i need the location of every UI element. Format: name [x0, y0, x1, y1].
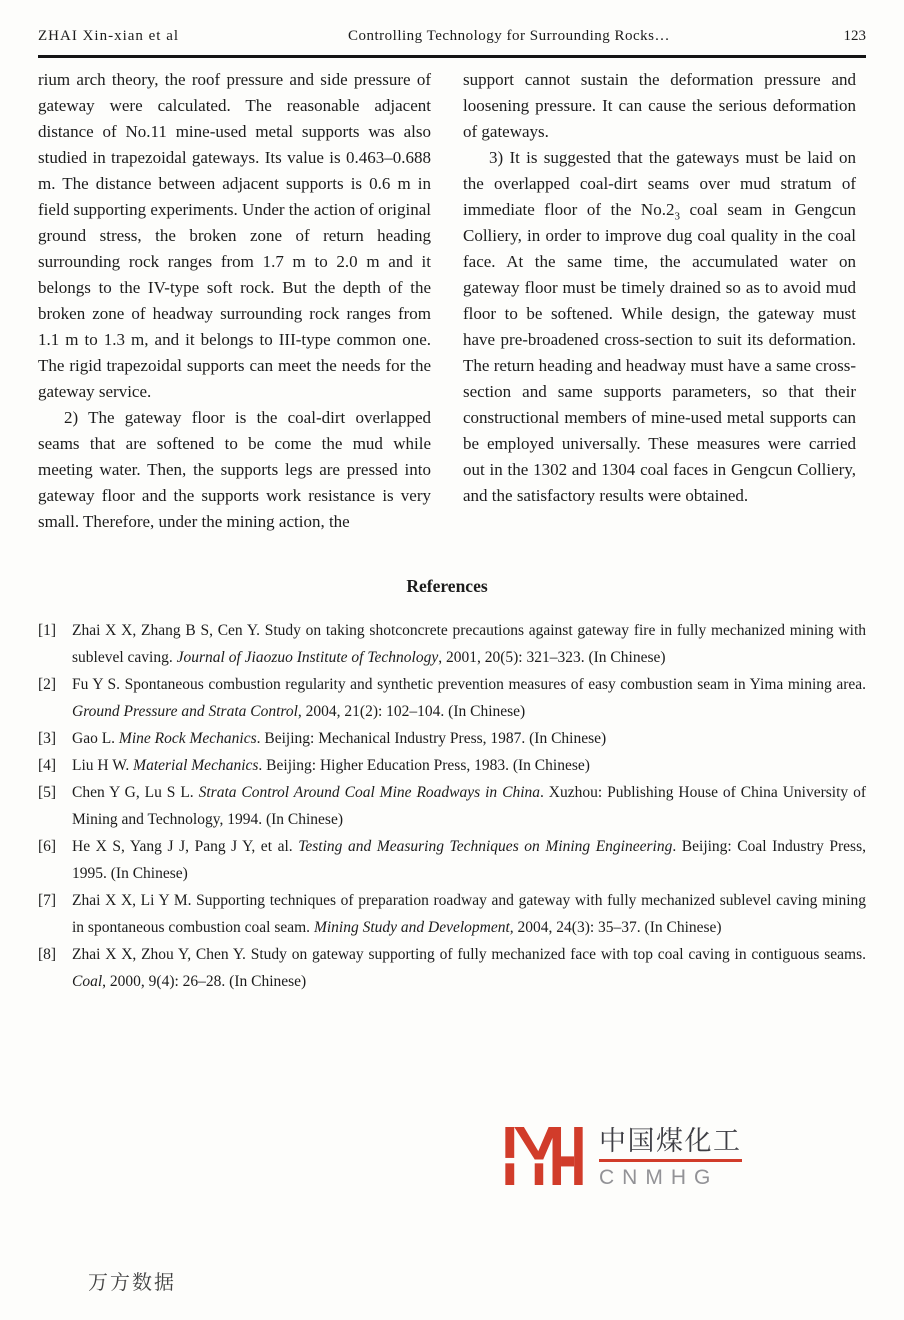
- paragraph: [463, 67, 856, 145]
- page-header: [38, 28, 866, 52]
- header-page-number: 123: [843, 28, 866, 44]
- text-segment: rium arch theory, the roof pressure and side pressure of gateway were calculated. The reasonable adjacent distance of No.11 mine-used metal supports was also studied in trapezoidal gateways. Its value is 0.463–0.688 m. The distance between adjacent supports is 0.6 m in field supporting experiments. Under the action of original ground stress, the broken zone of return heading surrounding rock ranges from 1.7 m to 2.0 m and it belongs to the IV-type soft rock. But the depth of the broken zone of headway surrounding rock ranges from 1.1 m to 1.3 m, and it belongs to III-type common one. The rigid trapezoidal supports can meet the needs for the gateway service.: [38, 70, 431, 401]
- body-columns: [38, 67, 856, 535]
- reference-number: [1]: [38, 622, 57, 639]
- reference-item: [38, 779, 866, 833]
- references-heading: References: [406, 576, 488, 596]
- text-segment: 2) The gateway floor is the coal-dirt overlapped seams that are softened to be come the mud while meeting water. Then, the supports legs are pressed into gateway floor and the supports work resistance is very small. Therefore, under the mining action, the: [38, 408, 431, 531]
- text-segment: . Xuzhou: Publishing House of China University of Mining and Technology, 1994. (In Chinese): [72, 784, 866, 828]
- references-list: [38, 617, 866, 995]
- publisher-logo: [504, 1127, 742, 1190]
- reference-text: [72, 779, 866, 833]
- italic-title-text: Ground Pressure and Strata Control: [72, 703, 298, 720]
- reference-item: [38, 725, 866, 752]
- logo-cjk-name: 中国煤化工: [599, 1126, 742, 1156]
- paragraph: [463, 145, 856, 509]
- text-segment: , 2004, 21(2): 102–104. (In Chinese): [297, 703, 526, 720]
- text-segment: . Beijing: Coal Industry Press, 1995. (In Chinese): [72, 838, 866, 882]
- text-segment: coal seam in Gengcun Colliery, in order to improve dug coal quality in the coal face. At the same time, the accumulated water on gateway floor must be timely drained so as to avoid mud floor to be softened. While design, the gateway must have pre-broadened cross-section to suit its deformation. The return heading and headway must have a same cross-section and same supports parameters, so that their constructional members of mine-used metal supports can be employed universally. These measures were carried out in the 1302 and 1304 coal faces in Gengcun Colliery, and the satisfactory results were obtained.: [463, 200, 856, 505]
- italic-title-text: Coal: [72, 973, 103, 990]
- italic-title-text: Mining Study and Development,: [313, 919, 514, 936]
- header-running-title: Controlling Technology for Surrounding Rocks…: [348, 28, 670, 44]
- reference-number: [8]: [38, 946, 57, 963]
- logo-latin-name: CNMHG: [599, 1166, 719, 1189]
- reference-text: [72, 671, 866, 725]
- text-segment: Zhai X X, Zhang B S, Cen Y. Study on taking shotconcrete precautions against gateway fire in fully mechanized mining with sublevel caving.: [72, 622, 866, 666]
- text-segment: Gao L.: [72, 730, 119, 747]
- logo-text-block: [599, 1127, 742, 1190]
- reference-item: [38, 887, 866, 941]
- text-segment: . Beijing: Mechanical Industry Press, 1987. (In Chinese): [256, 730, 607, 747]
- text-segment: Zhai X X, Li Y M. Supporting techniques of preparation roadway and gateway with fully mechanized sublevel caving mining in spontaneous combustion coal seam.: [72, 892, 866, 936]
- subscript-text: 3: [674, 210, 680, 223]
- right-column: [463, 67, 856, 535]
- reference-number: [7]: [38, 892, 57, 909]
- text-segment: , 2000, 9(4): 26–28. (In Chinese): [102, 973, 307, 990]
- reference-item: [38, 617, 866, 671]
- reference-text: [72, 752, 866, 779]
- reference-number: [4]: [38, 757, 57, 774]
- reference-number: [3]: [38, 730, 57, 747]
- logo-divider: [599, 1159, 742, 1162]
- reference-text: [72, 725, 866, 752]
- paragraph: [38, 67, 431, 405]
- text-segment: Chen Y G, Lu S L.: [72, 784, 199, 801]
- header-rule: [38, 55, 866, 58]
- reference-item: [38, 752, 866, 779]
- text-segment: He X S, Yang J J, Pang J Y, et al.: [72, 838, 299, 855]
- italic-title-text: Mine Rock Mechanics: [118, 730, 257, 747]
- text-segment: Fu Y S. Spontaneous combustion regularity and synthetic prevention measures of easy combustion seam in Yima mining area.: [72, 676, 866, 693]
- text-segment: 3) It is suggested that the gateways must be laid on the overlapped coal-dirt seams over mud stratum of immediate floor of the No.2: [463, 148, 856, 219]
- italic-title-text: Testing and Measuring Techniques on Mining Engineering: [298, 838, 673, 855]
- reference-number: [6]: [38, 838, 57, 855]
- reference-number: [2]: [38, 676, 57, 693]
- text-segment: Zhai X X, Zhou Y, Chen Y. Study on gateway supporting of fully mechanized face with top coal caving in contiguous seams.: [72, 946, 866, 963]
- text-segment: 2004, 24(3): 35–37. (In Chinese): [513, 919, 722, 936]
- reference-item: [38, 833, 866, 887]
- wanfang-watermark: 万方数据: [88, 1272, 176, 1294]
- italic-title-text: Material Mechanics: [133, 757, 259, 774]
- reference-text: [72, 617, 866, 671]
- left-column: [38, 67, 431, 535]
- text-segment: Liu H W.: [72, 757, 134, 774]
- text-segment: . Beijing: Higher Education Press, 1983. (In Chinese): [258, 757, 590, 774]
- text-segment: , 2001, 20(5): 321–323. (In Chinese): [438, 649, 666, 666]
- reference-text: [72, 941, 866, 995]
- italic-title-text: Strata Control Around Coal Mine Roadways in China: [198, 784, 540, 801]
- paragraph: [38, 405, 431, 535]
- reference-number: [5]: [38, 784, 57, 801]
- reference-item: [38, 941, 866, 995]
- header-authors: ZHAI Xin-xian et al: [38, 28, 180, 44]
- reference-item: [38, 671, 866, 725]
- text-segment: support cannot sustain the deformation pressure and loosening pressure. It can cause the serious deformation of gateways.: [463, 70, 856, 141]
- italic-title-text: Journal of Jiaozuo Institute of Technology: [176, 649, 439, 666]
- reference-text: [72, 887, 866, 941]
- mh-logo-icon: [504, 1127, 584, 1185]
- reference-text: [72, 833, 866, 887]
